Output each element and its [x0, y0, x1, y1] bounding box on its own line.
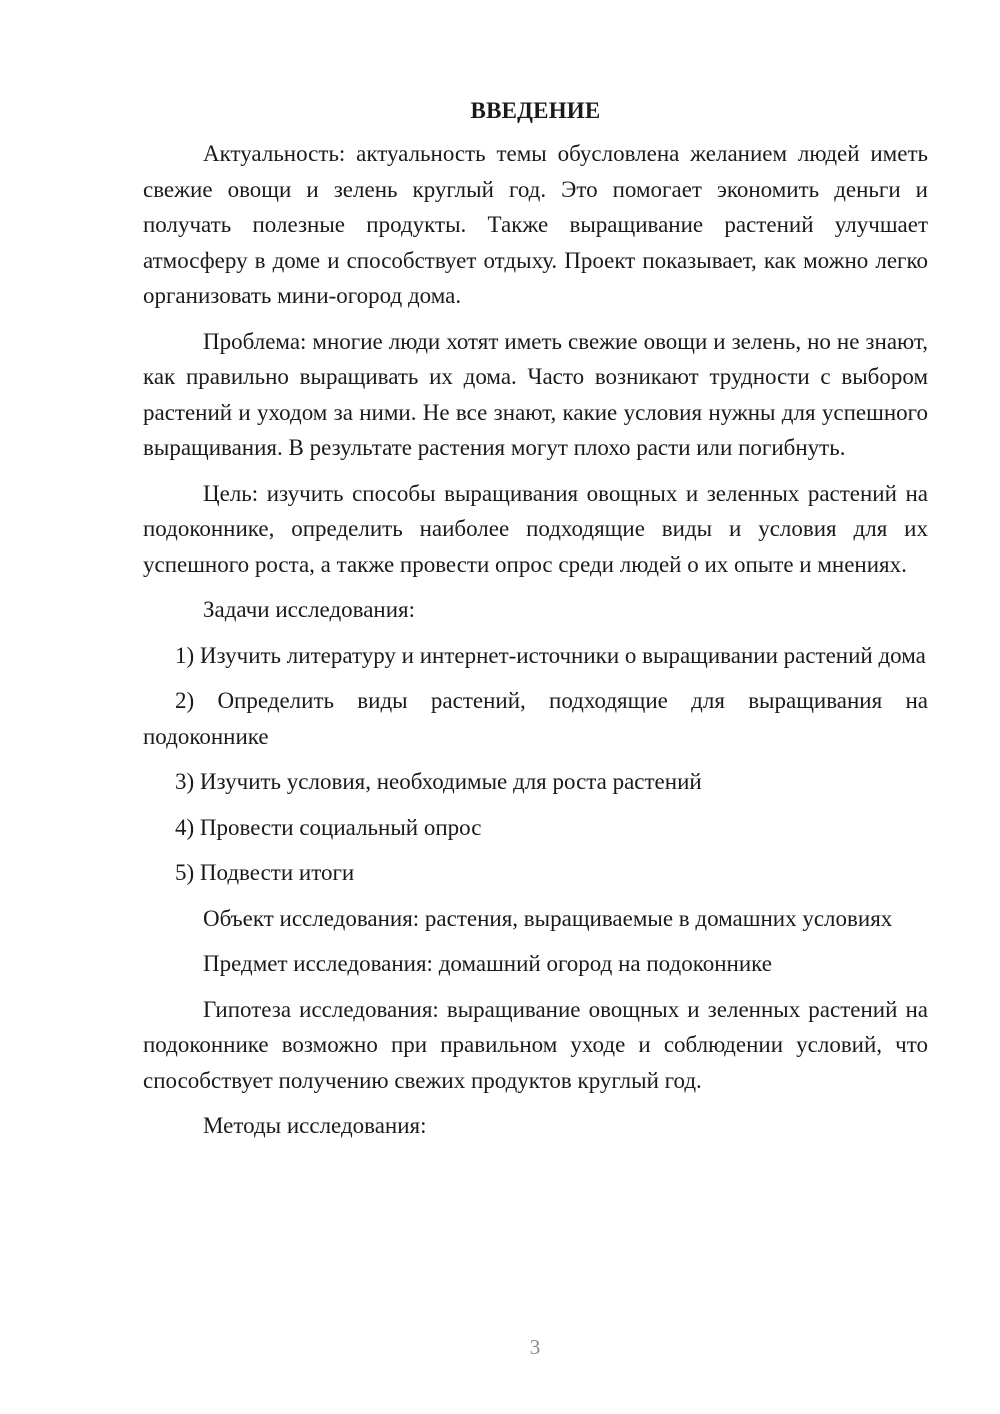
- task-item: 4) Провести социальный опрос: [175, 814, 482, 840]
- methods-heading: Методы исследования:: [203, 1113, 427, 1138]
- task-item: 2) Определить виды растений, подходящие для выращивания на подоконнике: [143, 688, 928, 749]
- task-item: 5) Подвести итоги: [175, 860, 355, 885]
- task-item: 3) Изучить условия, необходимые для роста растений: [175, 769, 702, 794]
- problem-paragraph: Проблема: многие люди хотят иметь свежие овощи и зелень, но не знают, как правильно выращивать их дома. Часто возникают трудности с выбором растений и уходом за ними. Не все знают, какие условия нужны для успешного выращивания. В результате растения могут плохо расти или погибнуть.: [143, 328, 928, 460]
- goal-paragraph: Цель: изучить способы выращивания овощных и зеленных растений на подоконнике, определить наиболее подходящие виды и условия для их успешного роста, а также провести опрос среди людей о их опыте и мнениях.: [143, 480, 928, 577]
- subject-paragraph: Предмет исследования: домашний огород на подоконнике: [203, 951, 772, 976]
- page-number: 3: [529, 1335, 541, 1359]
- task-item: 1) Изучить литературу и интернет-источники о выращивании растений дома: [175, 642, 926, 668]
- page-title: ВВЕДЕНИЕ: [470, 98, 601, 123]
- tasks-heading: Задачи исследования:: [203, 597, 416, 622]
- relevance-paragraph: Актуальность: актуальность темы обусловлена желанием людей иметь свежие овощи и зелень круглый год. Это помогает экономить деньги и получать полезные продукты. Также выращивание растений улучшает атмосферу в доме и способствует отдыху. Проект показывает, как можно легко организовать мини-огород дома.: [143, 141, 928, 308]
- object-paragraph: Объект исследования: растения, выращиваемые в домашних условиях: [203, 905, 893, 931]
- page-content: [143, 96, 928, 1154]
- hypothesis-paragraph: Гипотеза исследования: выращивание овощных и зеленных растений на подоконнике возможно при правильном уходе и соблюдении условий, что способствует получению свежих продуктов круглый год.: [143, 996, 928, 1093]
